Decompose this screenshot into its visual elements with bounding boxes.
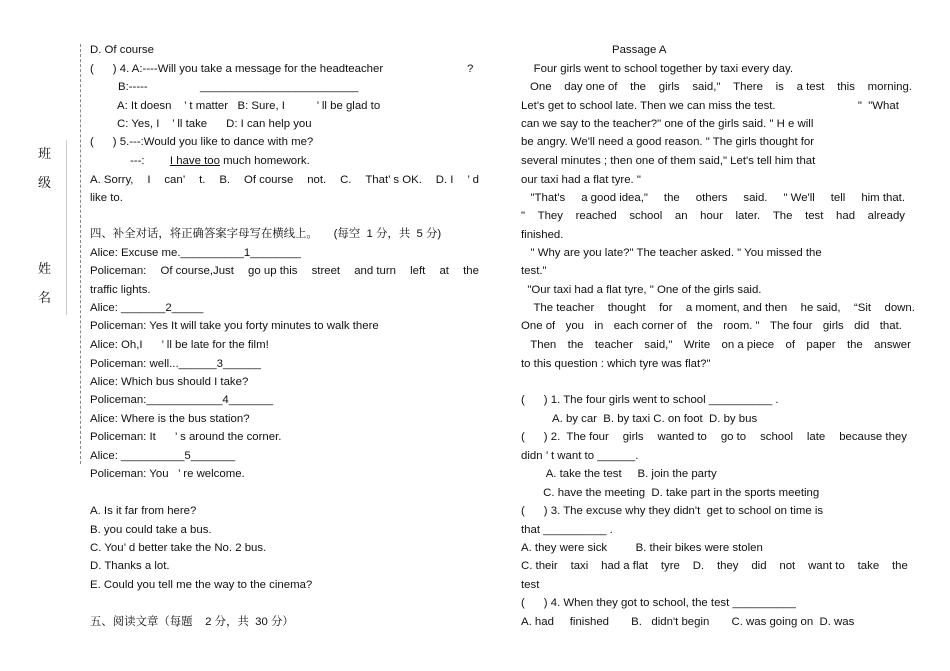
passage-word: day one of [564,81,618,93]
passage-word: him that. [861,192,905,204]
dialogue-word: the [463,265,479,277]
reading-q2 [521,430,907,444]
binding-dashed-line [80,44,81,464]
class-label-char-2: 级 [38,176,52,191]
choice-d: D. Thanks a lot. [90,560,170,572]
name-label-char-1: 姓 [38,262,52,277]
reading-q3-word: C. their [521,560,558,572]
reading-q1: ( ) 1. The four girls went to school __________ . [521,394,779,406]
q5-word: Of course [243,174,294,186]
dialogue-line [90,264,479,278]
passage-word: hour [700,210,723,222]
passage-word: others [695,192,728,204]
q5-response-suffix: much homework. [219,155,310,167]
reading-q3-word: take [857,560,880,572]
reading-q3-options-cd [521,559,908,573]
passage-word: One of [521,320,556,332]
reading-q3-word: the [892,560,908,572]
section5-title: 五、阅读文章（每题 2 分，共 30 分） [90,616,294,628]
reading-q4: ( ) 4. When they got to school, the test __________ [521,597,796,609]
passage-word: “Sit [853,302,872,314]
passage-word: said," [692,81,721,93]
passage-word: later. [735,210,761,222]
reading-q3-word: want to [808,560,845,572]
passage-line: Let's get to school late. Then we can miss the test. " "What [521,100,899,112]
class-label-char-1: 班 [38,147,52,162]
q5-word: D. I [435,174,454,186]
passage-word: girls [822,320,844,332]
passage-line: "Our taxi had a flat tyre, " One of the girls said. [521,284,762,296]
passage-word: the [567,339,584,351]
dialogue-line: Policeman:____________4_______ [90,394,274,406]
passage-word: The teacher [521,302,595,314]
reading-q3: ( ) 3. The excuse why they didn't get to school on time is [521,505,824,517]
passage-word: for [659,302,673,314]
q5-word: t. [199,174,206,186]
reading-q3-word: did [751,560,767,572]
dialogue-word: and turn [354,265,397,277]
passage-word: down. [884,302,915,314]
passage-word: The four [769,320,813,332]
dialogue-line: Policeman: It ’ s around the corner. [90,431,282,443]
passage-word: a good idea," [581,192,648,204]
q3-option-d: D. Of course [90,44,154,56]
passage-word: answer [874,339,911,351]
passage-word: did [854,320,870,332]
passage-word: school [629,210,663,222]
passage-word: "That's [521,192,566,204]
reading-q3-word: D. [692,560,705,572]
passage-word: The [772,210,793,222]
passage-word: teacher [594,339,633,351]
choice-b: B. you could take a bus. [90,524,212,536]
passage-word: of [785,339,796,351]
section4-title: 四、补全对话，将正确答案字母写在横线上。 (每空 1 分，共 5 分) [90,228,442,240]
dialogue-line: Policeman: You ’ re welcome. [90,468,245,480]
passage-word: the [846,339,863,351]
reading-q2-options-ab: A. take the test B. join the party [521,468,717,480]
dialogue-line: Alice: Excuse me.__________1________ [90,247,301,259]
dialogue-line: Alice: Oh,I ’ ll be late for the film! [90,339,269,351]
passage-word: he said, [800,302,841,314]
q5-word: not. [307,174,327,186]
dialogue-word: Policeman: [90,265,147,277]
reading-q2-word: school [760,431,793,443]
passage-line [521,338,911,352]
reading-q4-options: A. had finished B. didn't begin C. was going on D. was [521,616,855,628]
passage-word: a test [796,81,825,93]
passage-line: our taxi had a flat tyre. " [521,174,641,186]
reading-q2-continued: didn ’ t want to ______. [521,450,639,462]
passage-word: in [594,320,604,332]
q5-word: A. Sorry, [90,174,134,186]
passage-word: " We'll [783,192,815,204]
passage-line [521,191,905,205]
passage-word: said," [644,339,673,351]
choice-a: A. Is it far from here? [90,505,197,517]
reading-q2-word: girls [622,431,644,443]
choice-c: C. You’ d better take the No. 2 bus. [90,542,267,554]
q5-word: can’ [164,174,186,186]
passage-line: to this question : which tyre was flat?" [521,358,711,370]
passage-word: you [565,320,584,332]
reading-q3-continued: that __________ . [521,524,613,536]
q5-question: ( ) 5.---:Would you like to dance with me? [90,136,314,148]
dialogue-line: Alice: Which bus should I take? [90,376,249,388]
reading-q3-word: not [779,560,796,572]
q5-options-continued: like to. [90,192,123,204]
reading-q2-word: go to [720,431,747,443]
reading-q2-word: because they [839,431,907,443]
dialogue-line: traffic lights. [90,284,151,296]
dialogue-line: Alice: Where is the bus station? [90,413,250,425]
dialogue-line: Alice: __________5_______ [90,450,236,462]
reading-q3-word: had a flat [601,560,649,572]
reading-q2-word: ( ) 2. The four [521,431,609,443]
dialogue-word: at [439,265,449,277]
dialogue-line: Alice: _______2_____ [90,302,204,314]
reading-q3-word: taxi [570,560,589,572]
q5-word: I [147,174,151,186]
reading-q2-options-cd: C. have the meeting D. take part in the sports meeting [521,487,820,499]
q5-word: ’ d [467,174,479,186]
passage-word: " [521,210,526,222]
q4-response-blank: _________________________ [200,81,359,93]
passage-word: is [775,81,784,93]
q4-options-ab: A: It doesn ’ t matter B: Sure, I ’ ll be glad to [117,100,381,112]
passage-word: the [696,320,713,332]
passage-line [521,319,902,333]
passage-word: paper [806,339,836,351]
reading-q1-options: A. by car B. by taxi C. on foot D. by bus [521,413,758,425]
passage-word: this [837,81,855,93]
passage-word: Then [521,339,557,351]
passage-word: test [805,210,824,222]
q5-word: B. [219,174,231,186]
passage-line [521,301,915,315]
reading-q3-options-ab: A. they were sick B. their bikes were stolen [521,542,763,554]
passage-title: Passage A [612,44,667,56]
passage-line: " Why are you late?" The teacher asked. " You missed the [521,247,822,259]
choice-e: E. Could you tell me the way to the cinema? [90,579,313,591]
passage-word: thought [607,302,646,314]
q5-response-underlined: I have too [169,155,220,167]
reading-q3-word: tyre [660,560,680,572]
passage-word: that. [879,320,902,332]
q5-word: That’ s OK. [365,174,422,186]
q5-word: C. [340,174,352,186]
passage-line: Four girls went to school together by taxi every day. [521,63,794,75]
passage-line: be angry. We'll need a good reason. " The girls thought for [521,136,815,148]
sidebar-divider [66,140,67,315]
passage-word: had [836,210,856,222]
q5-response [130,154,310,168]
name-label-char-2: 名 [38,291,52,306]
dialogue-word: street [311,265,341,277]
passage-line: finished. [521,229,564,241]
passage-word: a moment, and then [685,302,788,314]
passage-word: on a piece [721,339,775,351]
passage-line: test." [521,265,547,277]
passage-word: There [733,81,763,93]
passage-line: several minutes ; then one of them said," Let's tell him that [521,155,816,167]
reading-q3-options-continued: test [521,579,540,591]
dialogue-line: Policeman: well...______3______ [90,358,261,370]
passage-word: each corner of [613,320,687,332]
passage-word: the [663,192,680,204]
reading-q2-word: late [806,431,826,443]
dialogue-word: Of course,Just [160,265,234,277]
passage-line [530,80,912,94]
reading-q2-word: wanted to [657,431,707,443]
q4-question: ( ) 4. A:----Will you take a message for the headteacher [90,63,384,75]
passage-word: already [867,210,905,222]
q5-response-prefix: ---: [130,155,170,167]
passage-word: the [630,81,647,93]
passage-word: tell [830,192,846,204]
dialogue-word: go up this [248,265,298,277]
q4-response-label: B:----- [118,81,148,93]
q5-options-line [90,173,479,187]
passage-word: room. " [723,320,760,332]
passage-word: reached [575,210,617,222]
q4-question-mark: ? [467,63,474,75]
passage-word: Write [683,339,711,351]
passage-line [521,209,905,223]
dialogue-word: left [410,265,426,277]
reading-q3-word: they [716,560,739,572]
passage-line: can we say to the teacher?" one of the girls said. " H e will [521,118,814,130]
passage-word: They [537,210,563,222]
q4-options-cd: C: Yes, I ’ ll take D: I can help you [117,118,312,130]
passage-word: said. [743,192,768,204]
passage-word: an [674,210,688,222]
dialogue-line: Policeman: Yes It will take you forty minutes to walk there [90,320,379,332]
passage-word: girls [658,81,680,93]
passage-word: morning. [867,81,912,93]
passage-word: One [530,81,552,93]
